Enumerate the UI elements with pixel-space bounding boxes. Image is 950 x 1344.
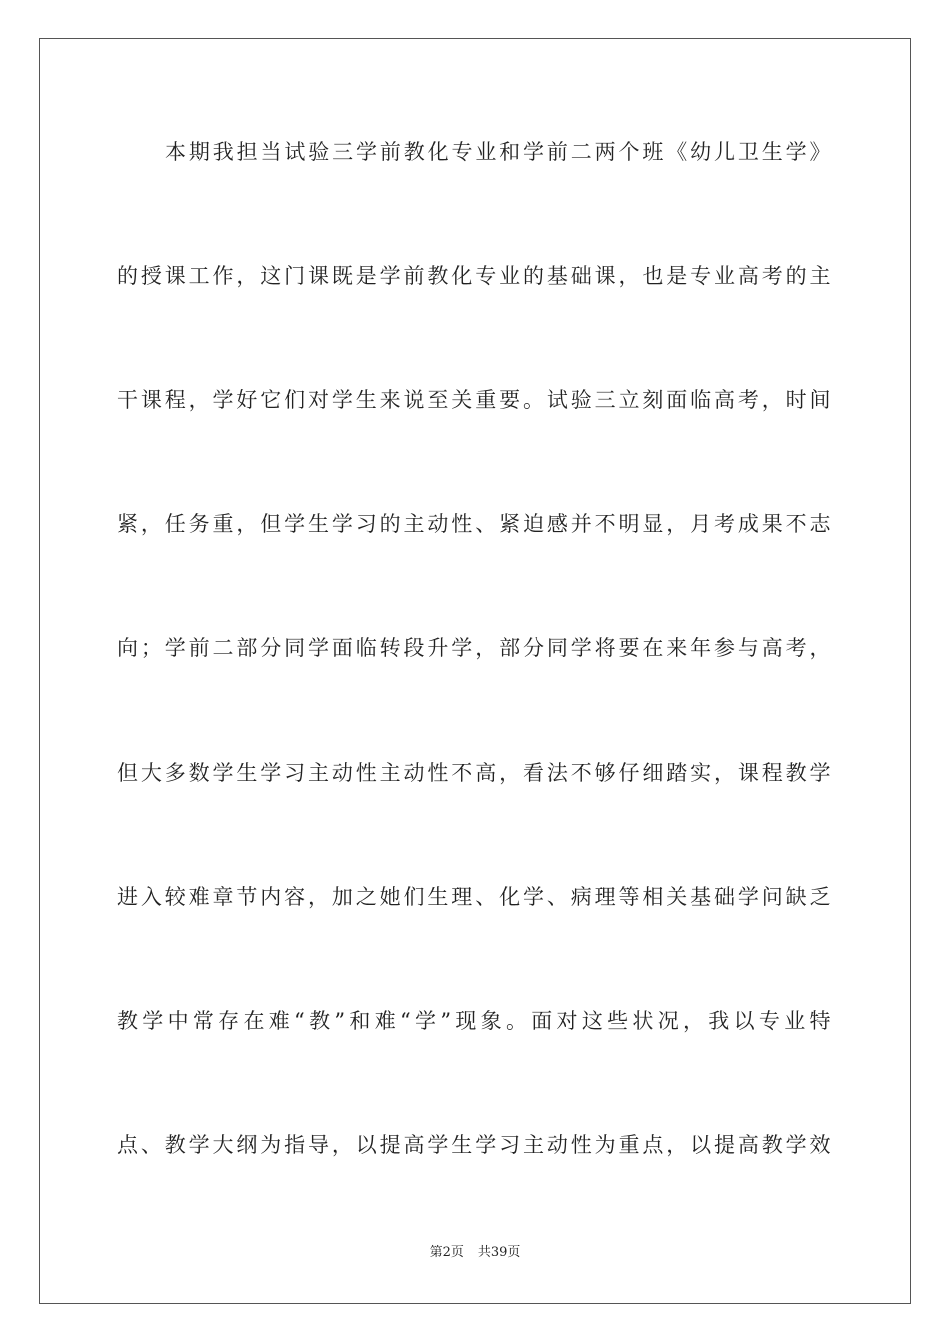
paragraph-line: 向；学前二部分同学面临转段升学，部分同学将要在来年参与高考， bbox=[117, 636, 831, 660]
paragraph-line: 进入较难章节内容，加之她们生理、化学、病理等相关基础学问缺乏 bbox=[117, 885, 831, 909]
paragraph-line: 的授课工作，这门课既是学前教化专业的基础课，也是专业高考的主 bbox=[117, 264, 831, 288]
paragraph-line: 点、教学大纲为指导，以提高学生学习主动性为重点，以提高教学效 bbox=[117, 1133, 831, 1157]
page-footer bbox=[0, 1244, 950, 1262]
page-border bbox=[39, 38, 911, 1304]
paragraph-line: 教学中常存在难“教”和难“学”现象。面对这些状况，我以专业特 bbox=[117, 1009, 831, 1033]
paragraph-line: 但大多数学生学习主动性主动性不高，看法不够仔细踏实，课程教学 bbox=[117, 761, 831, 785]
page-total: 共39页 bbox=[477, 1245, 521, 1260]
paragraph-line: 紧，任务重，但学生学习的主动性、紧迫感并不明显，月考成果不志 bbox=[117, 512, 831, 536]
paragraph-line: 本期我担当试验三学前教化专业和学前二两个班《幼儿卫生学》 bbox=[165, 140, 831, 164]
paragraph-line: 干课程，学好它们对学生来说至关重要。试验三立刻面临高考，时间 bbox=[117, 388, 831, 412]
page-number: 第2页 bbox=[429, 1245, 464, 1260]
